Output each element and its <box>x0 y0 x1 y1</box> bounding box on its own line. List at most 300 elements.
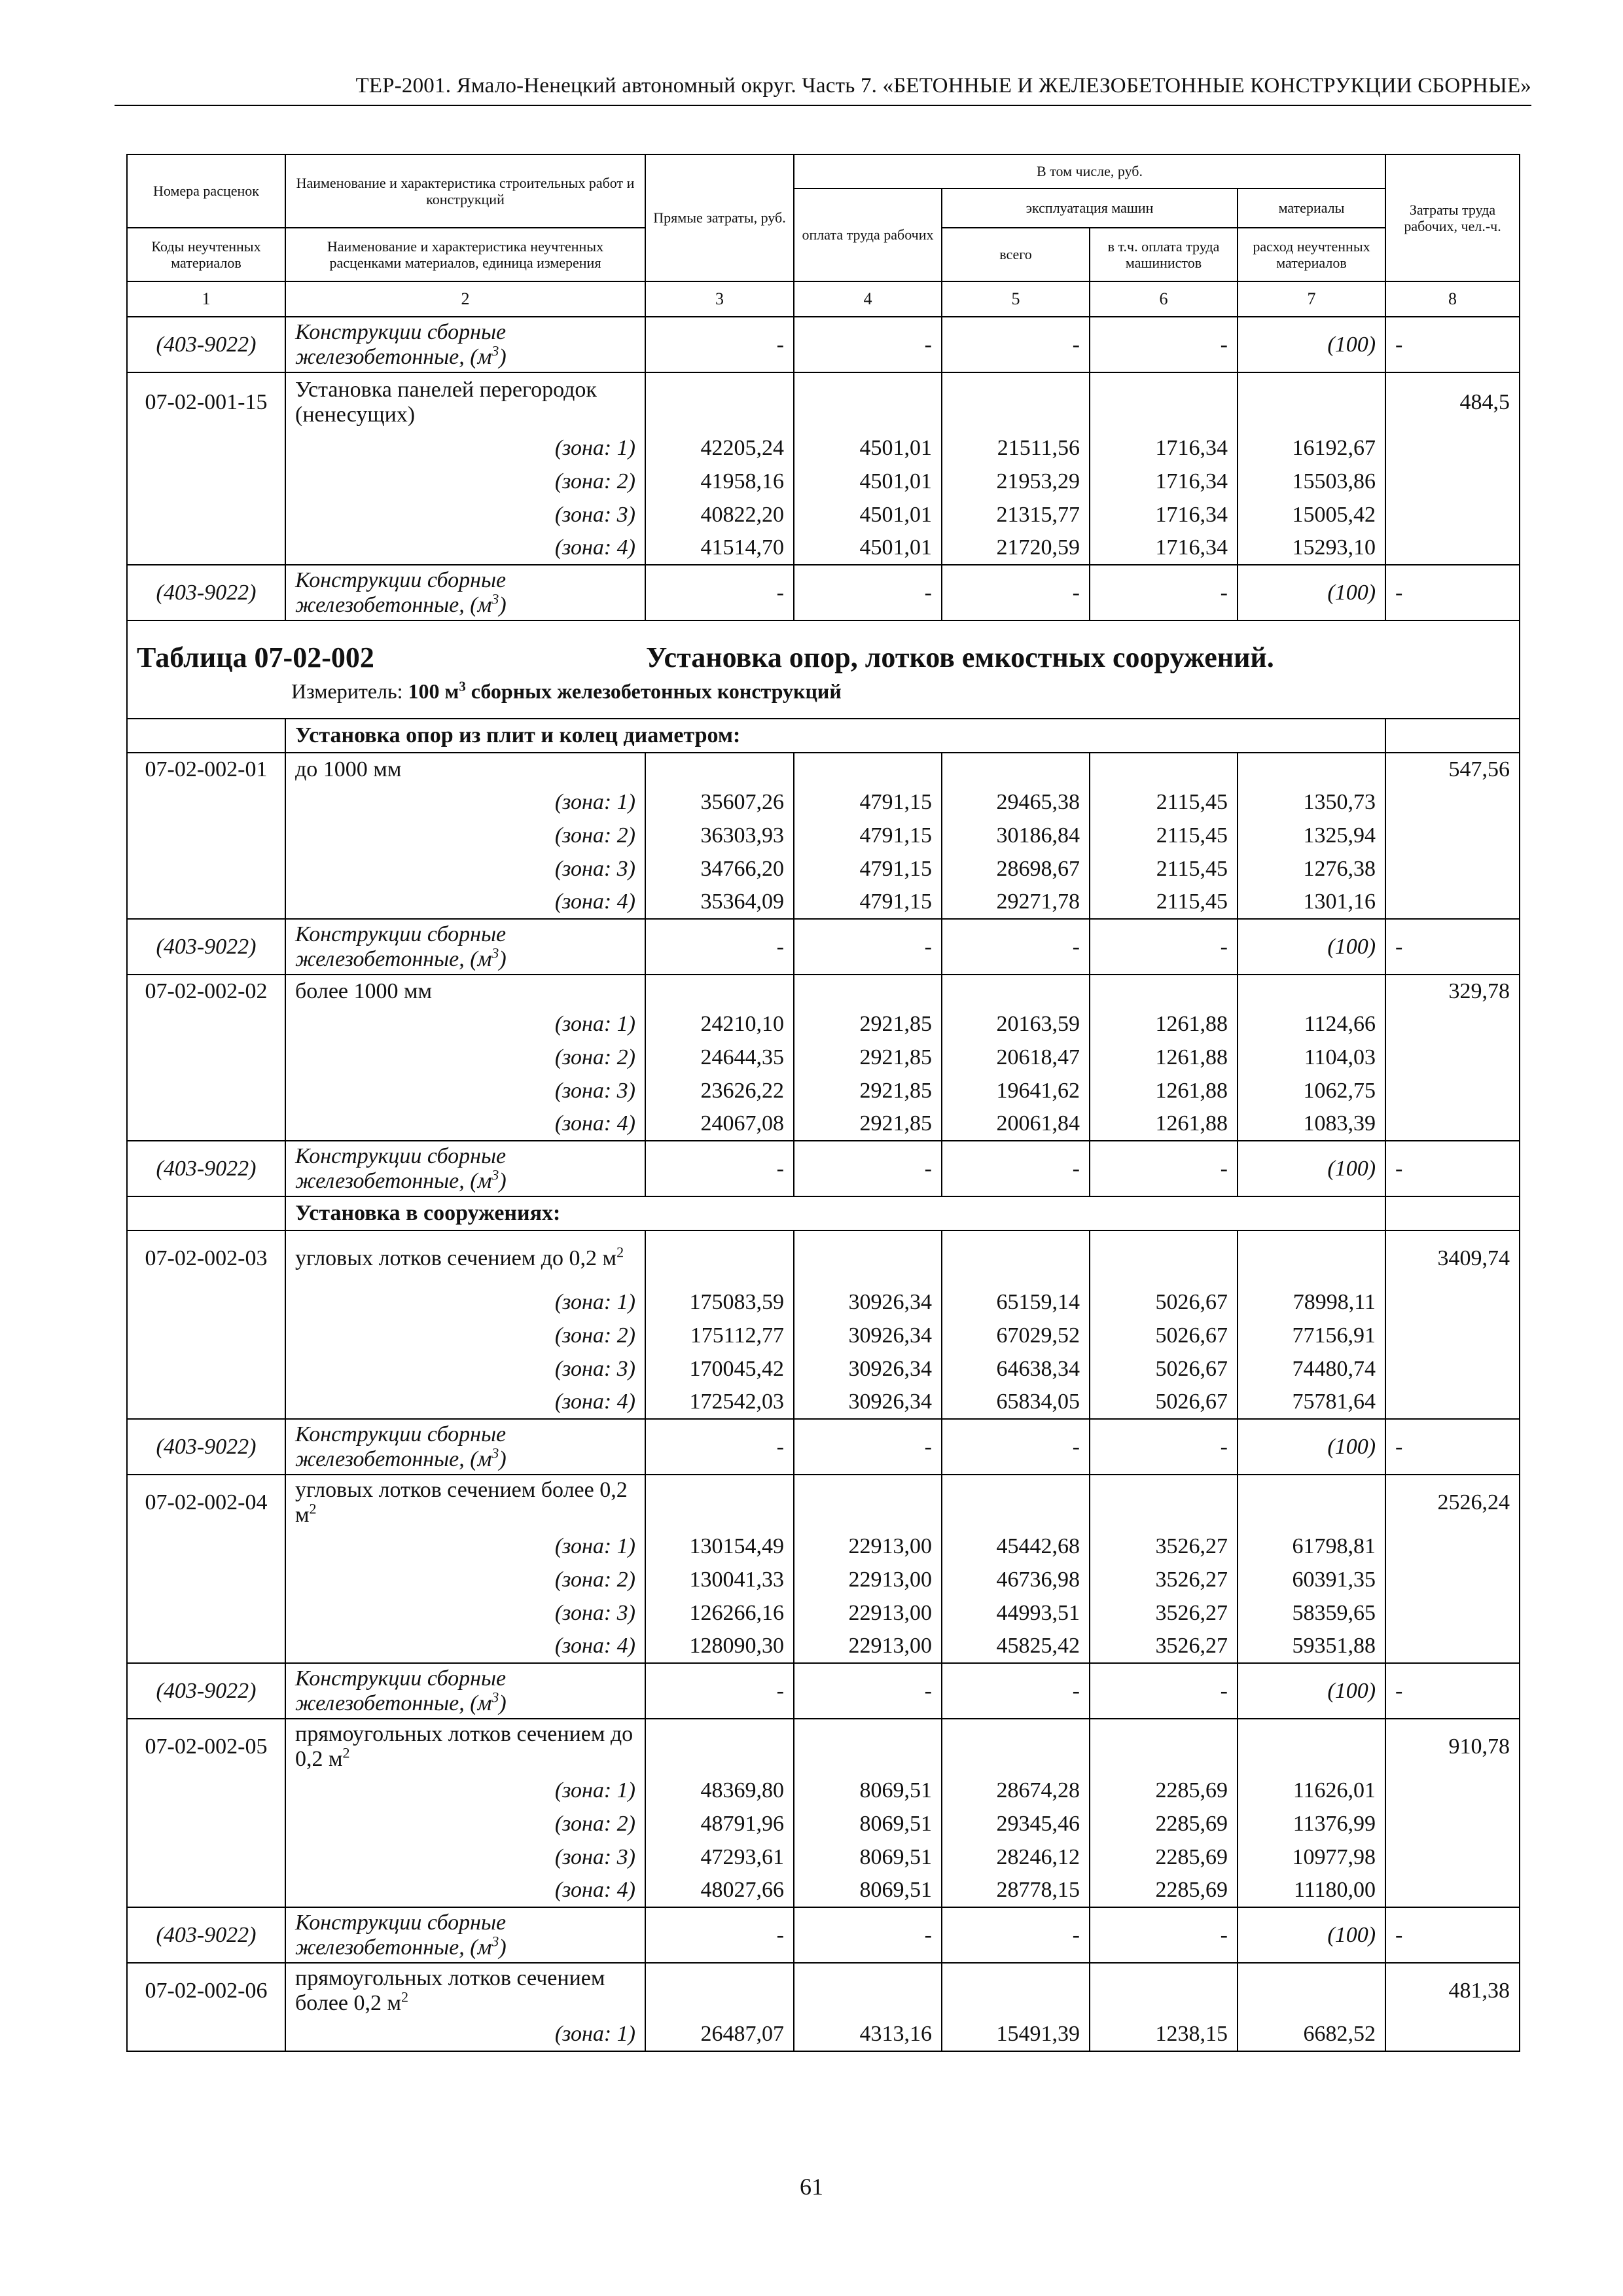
material-consumption: (100) <box>1238 919 1385 975</box>
zone-row <box>127 1807 1520 1840</box>
table-cell <box>127 1774 285 1807</box>
rate-name: Установка панелей перегородок (ненесущих) <box>285 372 645 431</box>
rate-code: 07-02-002-04 <box>127 1475 285 1530</box>
table-cell <box>1238 1475 1385 1530</box>
worker-pay: 8069,51 <box>794 1774 942 1807</box>
section-heading: Установка в сооружениях: <box>285 1196 1385 1230</box>
machinist-pay: 3526,27 <box>1090 1530 1238 1563</box>
section-row <box>127 1196 1520 1230</box>
table-cell <box>1090 975 1238 1007</box>
machinist-pay: 1716,34 <box>1090 465 1238 498</box>
labor-cost: 329,78 <box>1385 975 1520 1007</box>
worker-pay: 4791,15 <box>794 819 942 852</box>
table-cell <box>794 1963 942 2018</box>
worker-pay: 22913,00 <box>794 1630 942 1663</box>
table-cell <box>942 975 1090 1007</box>
table-header <box>127 154 1520 317</box>
machine-cost: 45442,68 <box>942 1530 1090 1563</box>
zone-label: (зона: 1) <box>285 1774 645 1807</box>
dash-cell: - <box>942 565 1090 620</box>
material-code: (403-9022) <box>127 1419 285 1475</box>
zone-row <box>127 498 1520 531</box>
zone-label: (зона: 3) <box>285 1352 645 1386</box>
materials-cost: 1276,38 <box>1238 852 1385 886</box>
table-cell <box>127 1007 285 1041</box>
dash-cell: - <box>1090 1663 1238 1719</box>
worker-pay: 30926,34 <box>794 1319 942 1352</box>
machine-cost: 30186,84 <box>942 819 1090 852</box>
direct-cost: 24644,35 <box>645 1041 794 1074</box>
zone-label: (зона: 2) <box>285 1807 645 1840</box>
rate-code: 07-02-001-15 <box>127 372 285 431</box>
zone-row <box>127 1319 1520 1352</box>
machine-cost: 65159,14 <box>942 1285 1090 1319</box>
machinist-pay: 2115,45 <box>1090 785 1238 819</box>
machinist-pay: 1716,34 <box>1090 431 1238 465</box>
dash-cell: - <box>1385 317 1520 372</box>
header-col3: Прямые затраты, руб. <box>645 154 794 281</box>
rate-row <box>127 1475 1520 1530</box>
worker-pay: 22913,00 <box>794 1563 942 1596</box>
material-consumption: (100) <box>1238 565 1385 620</box>
header-col4: оплата труда рабочих <box>794 188 942 281</box>
materials-cost: 1325,94 <box>1238 819 1385 852</box>
materials-cost: 16192,67 <box>1238 431 1385 465</box>
zone-row <box>127 1874 1520 1907</box>
table-cell <box>794 372 942 431</box>
worker-pay: 30926,34 <box>794 1352 942 1386</box>
machinist-pay: 1261,88 <box>1090 1007 1238 1041</box>
material-consumption: (100) <box>1238 1907 1385 1963</box>
rate-code: 07-02-002-01 <box>127 753 285 785</box>
zone-row <box>127 1352 1520 1386</box>
rate-row <box>127 975 1520 1007</box>
col-number: 1 <box>127 281 285 317</box>
table-cell <box>127 465 285 498</box>
table-cell <box>1385 1074 1520 1107</box>
machinist-pay: 5026,67 <box>1090 1352 1238 1386</box>
col-number: 7 <box>1238 281 1385 317</box>
direct-cost: 40822,20 <box>645 498 794 531</box>
table-cell <box>1090 1475 1238 1530</box>
machine-cost: 21720,59 <box>942 531 1090 565</box>
machinist-pay: 5026,67 <box>1090 1386 1238 1419</box>
materials-cost: 1083,39 <box>1238 1107 1385 1141</box>
worker-pay: 4313,16 <box>794 2018 942 2051</box>
labor-cost: 3409,74 <box>1385 1230 1520 1285</box>
worker-pay: 4501,01 <box>794 531 942 565</box>
worker-pay: 2921,85 <box>794 1007 942 1041</box>
table-cell <box>645 1230 794 1285</box>
table-cell <box>1385 1196 1520 1230</box>
machine-cost: 28246,12 <box>942 1840 1090 1874</box>
rates-table <box>126 154 1520 2052</box>
table-cell <box>1238 1719 1385 1774</box>
materials-cost: 6682,52 <box>1238 2018 1385 2051</box>
machine-cost: 19641,62 <box>942 1074 1090 1107</box>
dash-cell: - <box>942 1907 1090 1963</box>
labor-cost: 484,5 <box>1385 372 1520 431</box>
zone-label: (зона: 2) <box>285 819 645 852</box>
header-col5: всего <box>942 228 1090 281</box>
worker-pay: 4501,01 <box>794 465 942 498</box>
material-code: (403-9022) <box>127 919 285 975</box>
dash-cell: - <box>1090 1907 1238 1963</box>
material-code: (403-9022) <box>127 565 285 620</box>
header-col1-bottom: Коды неучтенных материалов <box>127 228 285 281</box>
zone-row <box>127 1596 1520 1630</box>
table-title: Установка опор, лотков емкостных сооружений. <box>646 641 1274 673</box>
table-cell <box>1385 1807 1520 1840</box>
rate-name: до 1000 мм <box>285 753 645 785</box>
rate-name: угловых лотков сечением до 0,2 $м^2$ <box>285 1230 645 1285</box>
table-cell <box>942 372 1090 431</box>
zone-label: (зона: 2) <box>285 1041 645 1074</box>
table-cell <box>127 1196 285 1230</box>
col-number: 2 <box>285 281 645 317</box>
zone-row <box>127 1041 1520 1074</box>
table-cell <box>1238 975 1385 1007</box>
material-name: Конструкции сборные железобетонные, $(м^3)$ <box>285 919 645 975</box>
dash-cell: - <box>1385 1419 1520 1475</box>
table-cell <box>942 1230 1090 1285</box>
machinist-pay: 2115,45 <box>1090 819 1238 852</box>
measure-unit: 100 $м^3$ сборных железобетонных конструкций <box>408 679 842 703</box>
machinist-pay: 1261,88 <box>1090 1041 1238 1074</box>
table-cell <box>645 1963 794 2018</box>
material-code: (403-9022) <box>127 1663 285 1719</box>
dash-cell: - <box>1090 1419 1238 1475</box>
machinist-pay: 3526,27 <box>1090 1630 1238 1663</box>
dash-cell: - <box>1090 919 1238 975</box>
labor-cost: 2526,24 <box>1385 1475 1520 1530</box>
direct-cost: 172542,03 <box>645 1386 794 1419</box>
zone-row <box>127 785 1520 819</box>
section-heading: Установка опор из плит и колец диаметром: <box>285 719 1385 753</box>
zone-label: (зона: 3) <box>285 1840 645 1874</box>
materials-cost: 1350,73 <box>1238 785 1385 819</box>
table-cell <box>1385 1630 1520 1663</box>
table-cell <box>1385 531 1520 565</box>
direct-cost: 35364,09 <box>645 886 794 919</box>
table-cell <box>1385 1319 1520 1352</box>
zone-row <box>127 1530 1520 1563</box>
header-materials: материалы <box>1238 188 1385 228</box>
machine-cost: 44993,51 <box>942 1596 1090 1630</box>
dash-cell: - <box>645 1141 794 1196</box>
col-number: 4 <box>794 281 942 317</box>
worker-pay: 22913,00 <box>794 1596 942 1630</box>
direct-cost: 170045,42 <box>645 1352 794 1386</box>
material-row <box>127 1141 1520 1196</box>
zone-row <box>127 886 1520 919</box>
direct-cost: 24210,10 <box>645 1007 794 1041</box>
machine-cost: 29345,46 <box>942 1807 1090 1840</box>
materials-cost: 10977,98 <box>1238 1840 1385 1874</box>
material-row <box>127 1907 1520 1963</box>
zone-row <box>127 819 1520 852</box>
table-cell <box>1385 1007 1520 1041</box>
zone-label: (зона: 3) <box>285 498 645 531</box>
table-cell <box>1090 1963 1238 2018</box>
table-cell <box>127 1285 285 1319</box>
dash-cell: - <box>794 317 942 372</box>
table-cell <box>942 753 1090 785</box>
machinist-pay: 2115,45 <box>1090 886 1238 919</box>
table-cell <box>1090 1230 1238 1285</box>
materials-cost: 61798,81 <box>1238 1530 1385 1563</box>
zone-label: (зона: 2) <box>285 465 645 498</box>
table-cell <box>1385 719 1520 753</box>
dash-cell: - <box>794 565 942 620</box>
worker-pay: 4501,01 <box>794 498 942 531</box>
worker-pay: 8069,51 <box>794 1807 942 1840</box>
table-cell <box>127 886 285 919</box>
table-cell <box>1385 431 1520 465</box>
rate-name: более 1000 мм <box>285 975 645 1007</box>
machinist-pay: 2285,69 <box>1090 1840 1238 1874</box>
table-cell <box>1385 1874 1520 1907</box>
material-code: (403-9022) <box>127 1141 285 1196</box>
table-cell <box>1385 852 1520 886</box>
material-row <box>127 565 1520 620</box>
machine-cost: 20163,59 <box>942 1007 1090 1041</box>
table-cell <box>794 1230 942 1285</box>
machine-cost: 20061,84 <box>942 1107 1090 1141</box>
material-code: (403-9022) <box>127 1907 285 1963</box>
dash-cell: - <box>645 317 794 372</box>
rate-row <box>127 1963 1520 2018</box>
zone-row <box>127 1563 1520 1596</box>
material-row <box>127 317 1520 372</box>
dash-cell: - <box>645 1419 794 1475</box>
rate-code: 07-02-002-06 <box>127 1963 285 2018</box>
machinist-pay: 2285,69 <box>1090 1874 1238 1907</box>
material-name: Конструкции сборные железобетонные, $(м^3)$ <box>285 1419 645 1475</box>
direct-cost: 34766,20 <box>645 852 794 886</box>
zone-row <box>127 1007 1520 1041</box>
worker-pay: 30926,34 <box>794 1285 942 1319</box>
rate-row <box>127 372 1520 431</box>
machinist-pay: 1238,15 <box>1090 2018 1238 2051</box>
table-cell <box>1385 2018 1520 2051</box>
table-cell <box>942 1475 1090 1530</box>
table-title-row <box>127 620 1520 719</box>
machinist-pay: 2115,45 <box>1090 852 1238 886</box>
direct-cost: 41514,70 <box>645 531 794 565</box>
table-cell <box>794 1719 942 1774</box>
table-cell <box>1090 372 1238 431</box>
rate-row <box>127 1719 1520 1774</box>
dash-cell: - <box>1090 1141 1238 1196</box>
machinist-pay: 3526,27 <box>1090 1596 1238 1630</box>
col-number: 6 <box>1090 281 1238 317</box>
material-consumption: (100) <box>1238 1663 1385 1719</box>
machine-cost: 29465,38 <box>942 785 1090 819</box>
labor-cost: 547,56 <box>1385 753 1520 785</box>
zone-label: (зона: 3) <box>285 852 645 886</box>
direct-cost: 126266,16 <box>645 1596 794 1630</box>
col-number: 5 <box>942 281 1090 317</box>
materials-cost: 1062,75 <box>1238 1074 1385 1107</box>
table-cell <box>127 531 285 565</box>
worker-pay: 4501,01 <box>794 431 942 465</box>
material-consumption: (100) <box>1238 1419 1385 1475</box>
table-cell <box>127 1563 285 1596</box>
zone-row <box>127 1285 1520 1319</box>
zone-row <box>127 1774 1520 1807</box>
direct-cost: 48369,80 <box>645 1774 794 1807</box>
zone-row <box>127 852 1520 886</box>
worker-pay: 4791,15 <box>794 852 942 886</box>
table-cell <box>1238 753 1385 785</box>
direct-cost: 36303,93 <box>645 819 794 852</box>
machine-cost: 46736,98 <box>942 1563 1090 1596</box>
material-code: (403-9022) <box>127 317 285 372</box>
table-cell <box>127 852 285 886</box>
machinist-pay: 1261,88 <box>1090 1074 1238 1107</box>
header-col2-bottom: Наименование и характеристика неучтенных расценками материалов, единица измерения <box>285 228 645 281</box>
dash-cell: - <box>1090 317 1238 372</box>
table-cell <box>1238 372 1385 431</box>
table-cell <box>794 1475 942 1530</box>
materials-cost: 11626,01 <box>1238 1774 1385 1807</box>
machine-cost: 15491,39 <box>942 2018 1090 2051</box>
direct-cost: 128090,30 <box>645 1630 794 1663</box>
dash-cell: - <box>794 1141 942 1196</box>
dash-cell: - <box>645 1907 794 1963</box>
materials-cost: 15005,42 <box>1238 498 1385 531</box>
table-label: Таблица 07-02-002 <box>137 641 374 673</box>
zone-row <box>127 1840 1520 1874</box>
rate-code: 07-02-002-05 <box>127 1719 285 1774</box>
machine-cost: 21511,56 <box>942 431 1090 465</box>
materials-cost: 75781,64 <box>1238 1386 1385 1419</box>
table-cell <box>794 753 942 785</box>
header-col7: расход неучтенных материалов <box>1238 228 1385 281</box>
zone-row <box>127 531 1520 565</box>
zone-row <box>127 1630 1520 1663</box>
material-row <box>127 1419 1520 1475</box>
dash-cell: - <box>794 1907 942 1963</box>
zone-label: (зона: 2) <box>285 1319 645 1352</box>
table-cell <box>794 975 942 1007</box>
table-cell <box>127 2018 285 2051</box>
section-row <box>127 719 1520 753</box>
machine-cost: 65834,05 <box>942 1386 1090 1419</box>
page-number: 61 <box>800 2174 823 2200</box>
dash-cell: - <box>1385 919 1520 975</box>
machine-cost: 64638,34 <box>942 1352 1090 1386</box>
table-cell <box>1238 1963 1385 2018</box>
machine-cost: 21953,29 <box>942 465 1090 498</box>
worker-pay: 2921,85 <box>794 1041 942 1074</box>
table-cell <box>127 1874 285 1907</box>
machinist-pay: 5026,67 <box>1090 1285 1238 1319</box>
machinist-pay: 3526,27 <box>1090 1563 1238 1596</box>
zone-row <box>127 1107 1520 1141</box>
table-cell <box>127 1074 285 1107</box>
materials-cost: 1301,16 <box>1238 886 1385 919</box>
zone-label: (зона: 1) <box>285 1285 645 1319</box>
header-col2-top: Наименование и характеристика строительных работ и конструкций <box>285 154 645 228</box>
worker-pay: 30926,34 <box>794 1386 942 1419</box>
materials-cost: 74480,74 <box>1238 1352 1385 1386</box>
header-col8: Затраты труда рабочих, чел.-ч. <box>1385 154 1520 281</box>
materials-cost: 11376,99 <box>1238 1807 1385 1840</box>
zone-label: (зона: 4) <box>285 1874 645 1907</box>
material-name: Конструкции сборные железобетонные, $(м^3)$ <box>285 1663 645 1719</box>
rate-row <box>127 1230 1520 1285</box>
zone-row <box>127 1386 1520 1419</box>
table-cell <box>127 1596 285 1630</box>
table-cell <box>1385 1352 1520 1386</box>
materials-cost: 1124,66 <box>1238 1007 1385 1041</box>
dash-cell: - <box>645 1663 794 1719</box>
table-cell <box>1385 1774 1520 1807</box>
table-cell <box>127 1352 285 1386</box>
materials-cost: 59351,88 <box>1238 1630 1385 1663</box>
material-name: Конструкции сборные железобетонные, $(м^3)$ <box>285 1141 645 1196</box>
rate-row <box>127 753 1520 785</box>
table-cell <box>127 1840 285 1874</box>
table-cell <box>1238 1230 1385 1285</box>
dash-cell: - <box>645 565 794 620</box>
zone-label: (зона: 3) <box>285 1074 645 1107</box>
machinist-pay: 2285,69 <box>1090 1807 1238 1840</box>
zone-label: (зона: 1) <box>285 431 645 465</box>
dash-cell: - <box>1385 1907 1520 1963</box>
direct-cost: 175083,59 <box>645 1285 794 1319</box>
col-number: 8 <box>1385 281 1520 317</box>
material-name: Конструкции сборные железобетонные, $(м^3)$ <box>285 1907 645 1963</box>
table-cell <box>645 975 794 1007</box>
zone-label: (зона: 1) <box>285 1530 645 1563</box>
dash-cell: - <box>1090 565 1238 620</box>
table-cell <box>645 753 794 785</box>
materials-cost: 1104,03 <box>1238 1041 1385 1074</box>
table-body <box>127 317 1520 2051</box>
table-cell <box>127 1319 285 1352</box>
table-cell <box>1385 819 1520 852</box>
material-row <box>127 1663 1520 1719</box>
zone-label: (зона: 1) <box>285 785 645 819</box>
materials-cost: 15293,10 <box>1238 531 1385 565</box>
rate-code: 07-02-002-03 <box>127 1230 285 1285</box>
zone-label: (зона: 4) <box>285 1386 645 1419</box>
direct-cost: 23626,22 <box>645 1074 794 1107</box>
direct-cost: 42205,24 <box>645 431 794 465</box>
zone-row <box>127 2018 1520 2051</box>
table-cell <box>127 1530 285 1563</box>
header-col1-top: Номера расценок <box>127 154 285 228</box>
table-cell <box>127 1630 285 1663</box>
table-cell <box>645 1475 794 1530</box>
table-title-block <box>127 620 1520 719</box>
worker-pay: 22913,00 <box>794 1530 942 1563</box>
table-cell <box>1385 498 1520 531</box>
zone-label: (зона: 4) <box>285 531 645 565</box>
rate-code: 07-02-002-02 <box>127 975 285 1007</box>
machinist-pay: 5026,67 <box>1090 1319 1238 1352</box>
dash-cell: - <box>1385 565 1520 620</box>
table-cell <box>127 719 285 753</box>
table-cell <box>1385 1596 1520 1630</box>
machine-cost: 28698,67 <box>942 852 1090 886</box>
machinist-pay: 2285,69 <box>1090 1774 1238 1807</box>
table-cell <box>1090 1719 1238 1774</box>
worker-pay: 2921,85 <box>794 1107 942 1141</box>
